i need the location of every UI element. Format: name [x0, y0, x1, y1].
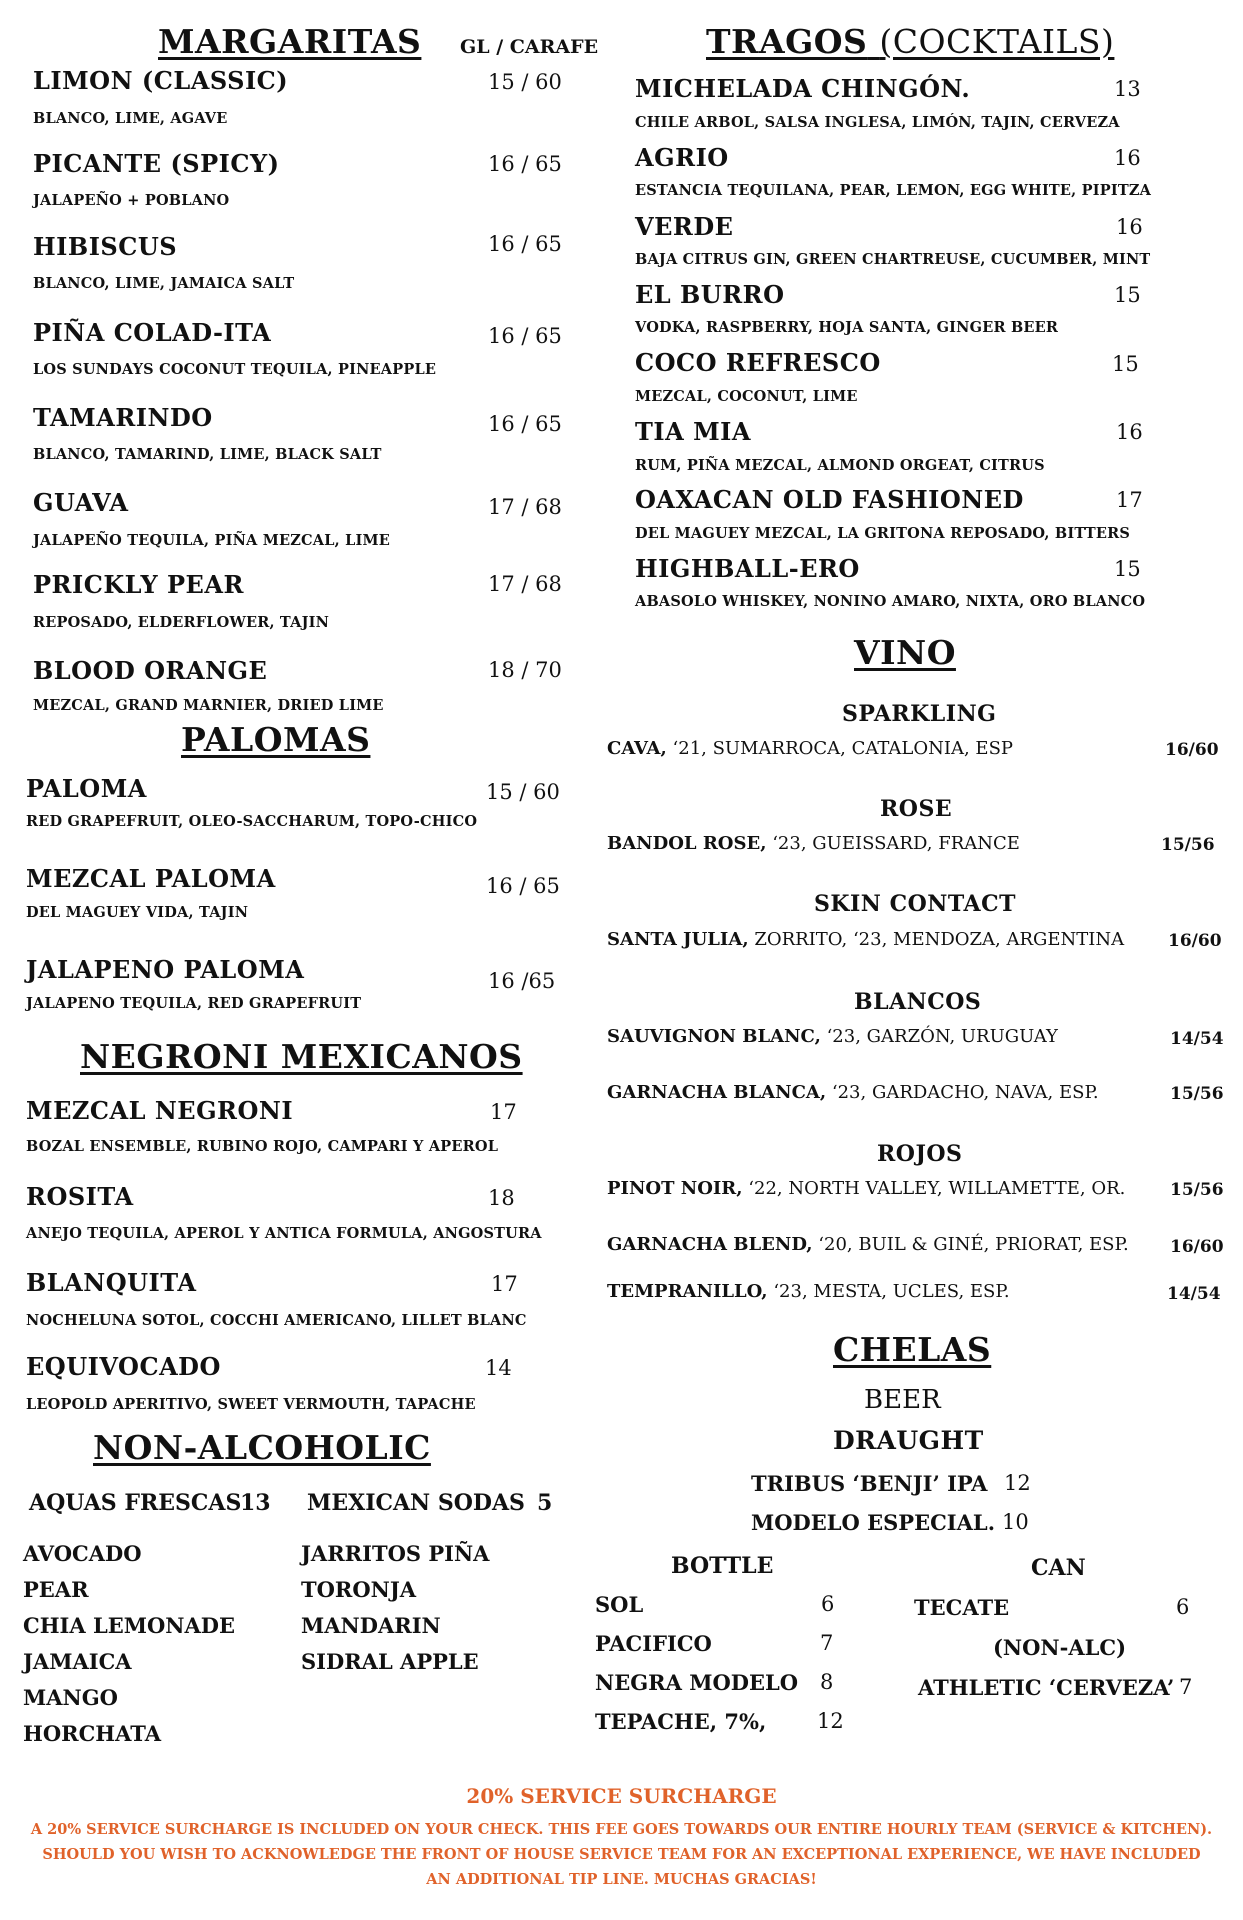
mexican-sodas-label: MEXICAN SODAS: [307, 1490, 525, 1516]
menu-item-desc: ABASOLO WHISKEY, NONINO AMARO, NIXTA, ORO BLANCO: [635, 593, 1146, 610]
menu-item-desc: BLANCO, LIME, AGAVE: [33, 110, 228, 127]
menu-item-desc: BOZAL ENSEMBLE, RUBINO ROJO, CAMPARI Y APEROL: [26, 1138, 499, 1155]
wine-price: 15/56: [1170, 1180, 1224, 1200]
chelas-heading: CHELAS: [833, 1330, 992, 1369]
beer-name: TECATE: [914, 1595, 1010, 1620]
wine-category: ROSE: [880, 796, 953, 822]
beer-name: PACIFICO: [595, 1631, 712, 1656]
menu-item-price: 18 / 70: [488, 658, 562, 682]
list-item: MANDARIN: [301, 1613, 441, 1638]
menu-item-desc: MEZCAL, GRAND MARNIER, DRIED LIME: [33, 697, 384, 714]
beer-price: 7: [1179, 1675, 1193, 1699]
menu-item-price: 16: [1114, 146, 1141, 170]
menu-item-desc: MEZCAL, COCONUT, LIME: [635, 388, 858, 405]
beer-name: NEGRA MODELO: [595, 1670, 799, 1695]
menu-item-name: PICANTE (SPICY): [33, 149, 280, 178]
wine-name: SAUVIGNON BLANC,: [607, 1026, 821, 1047]
beer-name: TRIBUS ‘BENJI’ IPA: [751, 1471, 988, 1496]
menu-item-name: MEZCAL NEGRONI: [26, 1096, 294, 1125]
menu-item-desc: VODKA, RASPBERRY, HOJA SANTA, GINGER BEER: [635, 319, 1059, 336]
beer-subheading: BEER: [864, 1385, 941, 1415]
menu-item-desc: JALAPEÑO + POBLANO: [33, 192, 230, 209]
menu-item-name: LIMON (CLASSIC): [33, 66, 289, 95]
mexican-sodas-price: 5: [537, 1490, 553, 1516]
list-item: JARRITOS PIÑA: [301, 1541, 490, 1566]
wine-row: [607, 1082, 1099, 1103]
palomas-heading: PALOMAS: [181, 720, 371, 759]
list-item: JAMAICA: [23, 1649, 132, 1674]
menu-item-desc: DEL MAGUEY VIDA, TAJIN: [26, 904, 249, 921]
menu-item-name: TAMARINDO: [33, 403, 213, 432]
menu-item-price: 17 / 68: [488, 495, 562, 519]
beer-name: MODELO ESPECIAL.: [751, 1510, 996, 1535]
menu-item-name: GUAVA: [33, 488, 129, 517]
margaritas-heading: MARGARITAS: [158, 22, 422, 61]
list-item: AVOCADO: [23, 1541, 142, 1566]
wine-price: 16/60: [1168, 931, 1222, 951]
wine-row: [607, 1178, 1125, 1199]
menu-item-price: 15: [1114, 557, 1141, 581]
beer-price: 6: [1176, 1595, 1190, 1619]
menu-item-name: AGRIO: [635, 143, 729, 172]
wine-name: GARNACHA BLANCA,: [607, 1082, 827, 1103]
margaritas-col-header: GL / CARAFE: [460, 36, 599, 58]
menu-item-desc: ANEJO TEQUILA, APEROL Y ANTICA FORMULA, ANGOSTURA: [26, 1225, 542, 1242]
beer-name: ATHLETIC ‘CERVEZA’: [918, 1675, 1175, 1700]
menu-item-name: BLANQUITA: [26, 1268, 197, 1297]
menu-item-name: VERDE: [635, 212, 734, 241]
wine-row: [607, 1234, 1129, 1255]
wine-name: CAVA,: [607, 738, 667, 759]
list-item: SIDRAL APPLE: [301, 1649, 479, 1674]
menu-item-desc: REPOSADO, ELDERFLOWER, TAJIN: [33, 614, 330, 631]
list-item: CHIA LEMONADE: [23, 1613, 235, 1638]
list-item: PEAR: [23, 1577, 89, 1602]
menu-item-price: 16: [1116, 420, 1143, 444]
draught-label: DRAUGHT: [833, 1426, 984, 1455]
can-label: CAN: [1031, 1555, 1086, 1581]
list-item: TORONJA: [301, 1577, 417, 1602]
menu-item-name: EL BURRO: [635, 280, 785, 309]
wine-price: 14/54: [1170, 1029, 1224, 1049]
menu-item-desc: ESTANCIA TEQUILANA, PEAR, LEMON, EGG WHITE, PIPITZA: [635, 182, 1152, 199]
menu-item-name: MICHELADA CHINGÓN.: [635, 74, 971, 103]
surcharge-title: 20% SERVICE SURCHARGE: [466, 1784, 777, 1808]
beer-name: SOL: [595, 1592, 644, 1617]
wine-category: SPARKLING: [842, 701, 997, 727]
menu-item-name: PALOMA: [26, 774, 147, 803]
menu-item-name: HIBISCUS: [33, 232, 178, 261]
menu-item-desc: RUM, PIÑA MEZCAL, ALMOND ORGEAT, CITRUS: [635, 457, 1045, 474]
menu-item-name: MEZCAL PALOMA: [26, 864, 276, 893]
wine-detail: ‘20, BUIL & GINÉ, PRIORAT, ESP.: [818, 1234, 1129, 1255]
wine-row: [607, 1281, 1010, 1302]
menu-item-desc: LOS SUNDAYS COCONUT TEQUILA, PINEAPPLE: [33, 361, 437, 378]
menu-item-name: ROSITA: [26, 1182, 134, 1211]
wine-price: 15/56: [1170, 1084, 1224, 1104]
beer-price: 12: [817, 1709, 844, 1733]
vino-heading: VINO: [854, 633, 956, 672]
menu-item-price: 16 / 65: [486, 874, 560, 898]
wine-detail: ZORRITO, ‘23, MENDOZA, ARGENTINA: [748, 929, 1125, 950]
wine-price: 15/56: [1161, 835, 1215, 855]
surcharge-text: A 20% SERVICE SURCHARGE IS INCLUDED ON YOUR CHECK. THIS FEE GOES TOWARDS OUR ENTIRE HOURLY TEAM (SERVICE & KITCHEN). SHOULD YOU WISH TO ACKNOWLEDGE THE FRONT OF HOUSE SERVICE TEAM FOR AN EXCEPTIONAL EXPERIENCE, WE HAVE INCLUDED AN ADDITIONAL TIP LINE. MUCHAS GRACIAS!: [30, 1821, 1213, 1888]
aguas-frescas-price: 13: [240, 1490, 271, 1516]
menu-item-price: 17: [1116, 488, 1143, 512]
menu-item-price: 16 / 65: [488, 152, 562, 176]
menu-item-desc: CHILE ARBOL, SALSA INGLESA, LIMÓN, TAJIN, CERVEZA: [635, 114, 1120, 131]
menu-item-desc: DEL MAGUEY MEZCAL, LA GRITONA REPOSADO, BITTERS: [635, 525, 1130, 542]
wine-price: 16/60: [1165, 740, 1219, 760]
menu-item-name: TIA MIA: [635, 417, 751, 446]
menu-item-name: OAXACAN OLD FASHIONED: [635, 485, 1024, 514]
wine-detail: ‘23, GARDACHO, NAVA, ESP.: [831, 1082, 1099, 1103]
beer-price: 7: [820, 1631, 834, 1655]
menu-item-desc: BAJA CITRUS GIN, GREEN CHARTREUSE, CUCUMBER, MINT: [635, 251, 1151, 268]
menu-item-desc: LEOPOLD APERITIVO, SWEET VERMOUTH, TAPACHE: [26, 1396, 476, 1413]
wine-detail: ‘21, SUMARROCA, CATALONIA, ESP: [672, 738, 1014, 759]
wine-price: 14/54: [1167, 1284, 1221, 1304]
wine-detail: ‘23, MESTA, UCLES, ESP.: [773, 1281, 1010, 1302]
wine-category: BLANCOS: [854, 989, 982, 1015]
tragos-subtitle: (COCKTAILS): [879, 22, 1115, 61]
menu-item-price: 17 / 68: [488, 572, 562, 596]
menu-item-desc: JALAPENO TEQUILA, RED GRAPEFRUIT: [26, 995, 362, 1012]
menu-item-price: 15: [1112, 352, 1139, 376]
menu-item-price: 16 / 65: [488, 232, 562, 256]
wine-name: PINOT NOIR,: [607, 1178, 743, 1199]
wine-row: [607, 929, 1124, 950]
wine-row: [607, 833, 1020, 854]
aguas-frescas-label: AQUAS FRESCAS: [29, 1490, 242, 1516]
menu-item-name: EQUIVOCADO: [26, 1352, 221, 1381]
menu-item-price: 16 / 65: [488, 324, 562, 348]
wine-name: SANTA JULIA,: [607, 929, 749, 950]
menu-item-name: JALAPENO PALOMA: [26, 955, 305, 984]
menu-item-desc: BLANCO, TAMARIND, LIME, BLACK SALT: [33, 446, 382, 463]
menu-item-name: BLOOD ORANGE: [33, 656, 268, 685]
beer-price: 12: [1004, 1471, 1031, 1495]
menu-item-price: 14: [485, 1356, 512, 1380]
menu-item-name: HIGHBALL-ERO: [635, 554, 860, 583]
negroni-heading: NEGRONI MEXICANOS: [80, 1037, 523, 1076]
menu-item-price: 16: [1116, 215, 1143, 239]
menu-item-price: 18: [488, 1186, 515, 1210]
wine-detail: ‘22, NORTH VALLEY, WILLAMETTE, OR.: [748, 1178, 1126, 1199]
menu-item-price: 15 / 60: [488, 70, 562, 94]
list-item: MANGO: [23, 1685, 118, 1710]
tragos-heading: [706, 22, 1114, 61]
wine-name: GARNACHA BLEND,: [607, 1234, 813, 1255]
menu-item-price: 15 / 60: [486, 780, 560, 804]
non-alcoholic-heading: NON-ALCOHOLIC: [93, 1428, 431, 1467]
bottle-label: BOTTLE: [671, 1553, 774, 1579]
wine-name: BANDOL ROSE,: [607, 833, 767, 854]
wine-price: 16/60: [1170, 1237, 1224, 1257]
menu-item-desc: NOCHELUNA SOTOL, COCCHI AMERICANO, LILLET BLANC: [26, 1312, 527, 1329]
list-item: HORCHATA: [23, 1721, 162, 1746]
wine-name: TEMPRANILLO,: [607, 1281, 768, 1302]
menu-item-price: 13: [1114, 77, 1141, 101]
menu-item-desc: BLANCO, LIME, JAMAICA SALT: [33, 275, 295, 292]
beer-price: 8: [820, 1670, 834, 1694]
wine-detail: ‘23, GARZÓN, URUGUAY: [826, 1026, 1058, 1047]
menu-item-desc: RED GRAPEFRUIT, OLEO-SACCHARUM, TOPO-CHICO: [26, 813, 478, 830]
menu-item-price: 16 /65: [488, 969, 556, 993]
beer-price: 10: [1002, 1510, 1029, 1534]
tragos-title: TRAGOS: [706, 22, 868, 61]
non-alc-label: (NON-ALC): [993, 1635, 1127, 1660]
beer-price: 6: [821, 1592, 835, 1616]
wine-row: [607, 738, 1013, 759]
menu-item-desc: JALAPEÑO TEQUILA, PIÑA MEZCAL, LIME: [33, 532, 390, 549]
wine-category: SKIN CONTACT: [814, 891, 1016, 917]
menu-item-name: COCO REFRESCO: [635, 348, 881, 377]
beer-name: TEPACHE, 7%,: [595, 1709, 767, 1734]
wine-category: ROJOS: [877, 1141, 963, 1167]
wine-row: [607, 1026, 1058, 1047]
menu-item-price: 17: [490, 1100, 517, 1124]
wine-detail: ‘23, GUEISSARD, FRANCE: [772, 833, 1020, 854]
menu-item-price: 17: [491, 1272, 518, 1296]
menu-item-name: PIÑA COLAD-ITA: [33, 318, 272, 347]
menu-item-price: 15: [1114, 283, 1141, 307]
menu-item-name: PRICKLY PEAR: [33, 570, 244, 599]
menu-item-price: 16 / 65: [488, 412, 562, 436]
